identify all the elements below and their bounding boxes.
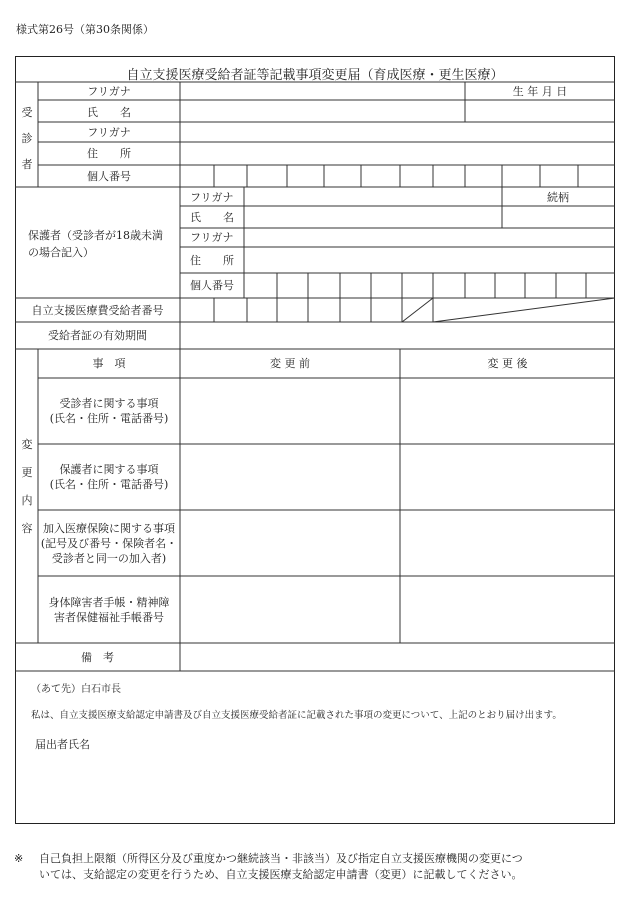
col-item-header: 事 項 bbox=[92, 357, 126, 370]
guardian-name-label: 氏 名 bbox=[190, 211, 234, 224]
guardian-furigana-label: フリガナ bbox=[190, 191, 234, 204]
patient-address-furigana-field[interactable] bbox=[181, 123, 614, 141]
guardian-furigana2-label: フリガナ bbox=[190, 231, 234, 244]
change-row-patient-label: 受診者に関する事項 (氏名・住所・電話番号) bbox=[49, 397, 169, 425]
patient-section-label: 受 診 者 bbox=[21, 106, 33, 171]
change-insurance-before-field[interactable] bbox=[181, 511, 399, 575]
form-number: 様式第26号（第30条関係） bbox=[16, 23, 154, 36]
patient-furigana2-label: フリガナ bbox=[87, 126, 131, 139]
guardian-furigana-field[interactable] bbox=[245, 188, 501, 205]
patient-address-label: 住 所 bbox=[87, 147, 131, 160]
patient-furigana-label: フリガナ bbox=[87, 85, 131, 98]
submitter-label: 届出者氏名 bbox=[35, 738, 90, 751]
validity-field[interactable] bbox=[181, 323, 614, 348]
col-before-header: 変 更 前 bbox=[270, 357, 310, 370]
change-handbook-before-field[interactable] bbox=[181, 577, 399, 642]
guardian-my-number-label: 個人番号 bbox=[190, 279, 234, 292]
change-handbook-after-field[interactable] bbox=[401, 577, 614, 642]
patient-name-field[interactable] bbox=[181, 101, 464, 121]
patient-name-label: 氏 名 bbox=[87, 106, 131, 119]
patient-birthdate-field[interactable] bbox=[466, 101, 614, 121]
recipient-number-label: 自立支援医療費受給者番号 bbox=[31, 304, 164, 317]
declaration-text: 私は、自立支援医療支給認定申請書及び自立支援医療受給者証に記載された事項の変更について、上記のとおり届け出ます。 bbox=[31, 710, 562, 721]
patient-my-number-label: 個人番号 bbox=[87, 170, 131, 183]
change-insurance-after-field[interactable] bbox=[401, 511, 614, 575]
patient-my-number-field[interactable] bbox=[181, 166, 614, 186]
patient-birthdate-label: 生 年 月 日 bbox=[512, 85, 568, 98]
guardian-relation-field[interactable] bbox=[503, 207, 614, 227]
guardian-address-field[interactable] bbox=[245, 248, 614, 272]
change-row-insurance-label: 加入医療保険に関する事項 (記号及び番号・保険者名・ 受診者と同一の加入者) bbox=[40, 522, 178, 565]
footnote-line-2: いては、支給認定の変更を行うため、自立支援医療支給認定申請書（変更）に記載してください。 bbox=[39, 868, 523, 881]
col-after-header: 変 更 後 bbox=[487, 357, 528, 370]
submitter-name-field[interactable] bbox=[100, 734, 400, 756]
change-row-handbook-label: 身体障害者手帳・精神障 害者保健福祉手帳番号 bbox=[48, 596, 170, 624]
guardian-my-number-field[interactable] bbox=[245, 274, 614, 297]
changes-section-label: 変 更 内 容 bbox=[21, 438, 33, 535]
guardian-section-label: 保護者（受診者が18歳未満の場合記入） bbox=[28, 229, 163, 259]
footnote-line-1: 自己負担上限額（所得区分及び重度かつ継続該当・非該当）及び指定自立支援医療機関の変更につ bbox=[39, 852, 523, 865]
addressee: （あて先）白石市長 bbox=[31, 684, 121, 695]
remarks-field[interactable] bbox=[181, 644, 614, 670]
change-patient-after-field[interactable] bbox=[401, 379, 614, 443]
recipient-number-field[interactable] bbox=[181, 299, 401, 321]
footnote-mark: ※ bbox=[14, 852, 24, 865]
guardian-address-furigana-field[interactable] bbox=[245, 229, 614, 246]
form-title: 自立支援医療受給者証等記載事項変更届（育成医療・更生医療） bbox=[126, 68, 504, 83]
change-patient-before-field[interactable] bbox=[181, 379, 399, 443]
patient-address-field[interactable] bbox=[181, 143, 614, 164]
guardian-address-label: 住 所 bbox=[190, 254, 234, 267]
guardian-relation-label: 続柄 bbox=[547, 191, 569, 204]
change-guardian-before-field[interactable] bbox=[181, 445, 399, 509]
change-guardian-after-field[interactable] bbox=[401, 445, 614, 509]
change-row-guardian-label: 保護者に関する事項 (氏名・住所・電話番号) bbox=[49, 463, 169, 491]
guardian-name-field[interactable] bbox=[245, 207, 501, 227]
validity-label: 受給者証の有効期間 bbox=[48, 329, 147, 342]
patient-furigana-field[interactable] bbox=[181, 83, 464, 99]
remarks-label: 備 考 bbox=[81, 651, 114, 664]
